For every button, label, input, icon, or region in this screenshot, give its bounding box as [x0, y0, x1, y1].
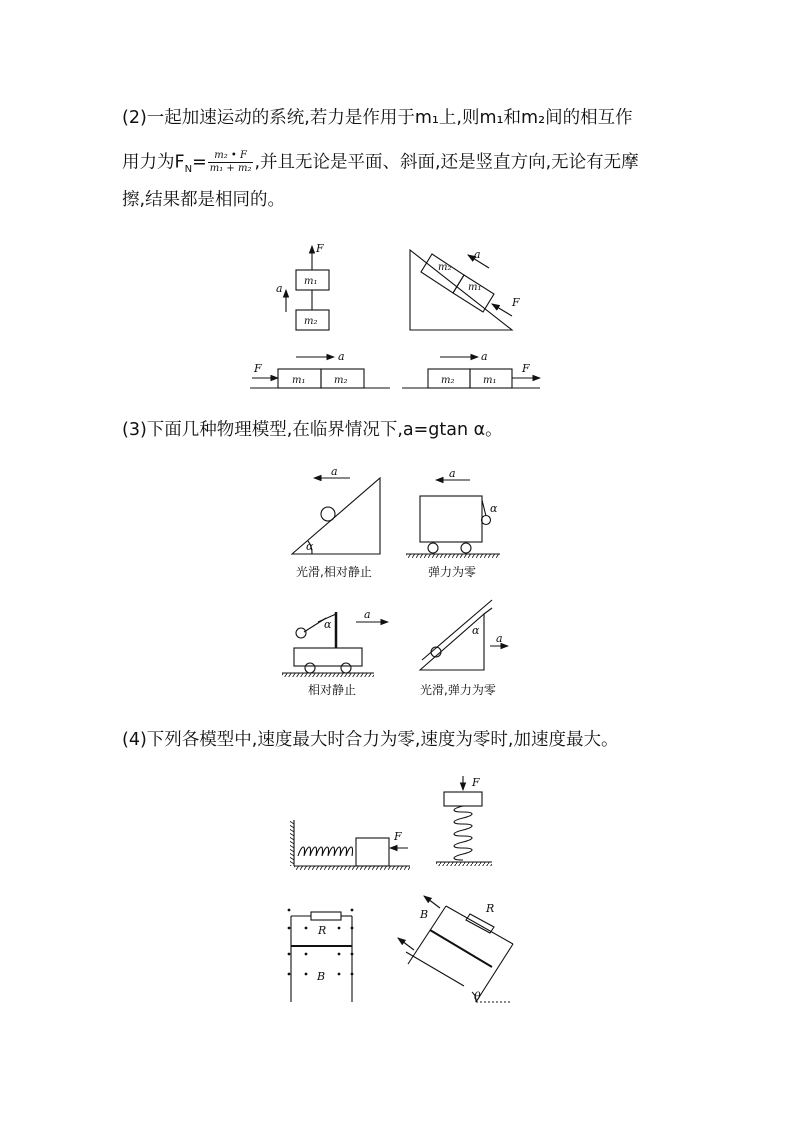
label-a-crane: a: [364, 608, 371, 621]
label-F-horiz-left: F: [254, 362, 262, 375]
label-m2-vertical: m₂: [304, 316, 318, 327]
wall-spring-diagram: [290, 820, 410, 870]
label-R-rails: R: [318, 924, 327, 937]
label-theta: θ: [474, 990, 481, 1003]
fraction-denominator: m₁ + m₂: [209, 163, 252, 174]
cart-body: [420, 496, 482, 542]
label-m1-horiz-left: m₁: [292, 375, 306, 386]
section2-line1: (2)一起加速运动的系统,若力是作用于m₁上,则m₁和m₂间的相互作: [122, 108, 633, 128]
label-alpha-ball-incline: α: [306, 540, 314, 553]
label-m2-horiz-left: m₂: [334, 375, 348, 386]
block-m1-incline: [453, 275, 494, 312]
label-F-vertical-spring: F: [472, 776, 480, 789]
label-alpha-crane: α: [324, 618, 332, 631]
magnetic-field-dots: [288, 909, 354, 976]
label-B-rails: B: [317, 970, 326, 983]
label-a-vertical: a: [276, 282, 283, 295]
label-F-wall-spring: F: [394, 830, 402, 843]
label-a-wedge: a: [496, 632, 503, 645]
caption-smooth-relative-rest: 光滑,相对静止: [296, 565, 372, 579]
resistor-R-tilted: [466, 914, 494, 933]
label-m1-vertical: m₁: [304, 276, 318, 287]
caption-relative-rest: 相对静止: [308, 683, 357, 697]
section2-line2-sub: N: [184, 164, 193, 175]
fraction-numerator: m₂ • F: [208, 150, 254, 163]
label-m2-incline: m₂: [438, 262, 452, 273]
label-R-tilted: R: [486, 902, 495, 915]
label-alpha-wedge: α: [472, 624, 480, 637]
section2-line3: 擦,结果都是相同的。: [122, 190, 286, 210]
incline-blocks-diagram: [410, 250, 512, 330]
label-B-tilted: B: [420, 908, 429, 921]
label-a-horiz-right: a: [481, 350, 488, 363]
section3-text: (3)下面几种物理模型,在临界情况下,a=gtan α。: [122, 420, 503, 440]
label-m1-incline: m₁: [468, 282, 482, 293]
incline-triangle: [410, 250, 512, 330]
vertical-spring-diagram: [436, 776, 492, 866]
ball: [321, 507, 335, 521]
label-F-vertical: F: [316, 242, 324, 255]
label-F-incline: F: [512, 296, 520, 309]
cart-ball-diagram: [406, 480, 500, 558]
resistor-R-rails: [311, 912, 341, 920]
label-a-ball-incline: a: [331, 465, 338, 478]
crane-cart-diagram: [282, 612, 388, 677]
caption-smooth-zero-elastic: 光滑,弹力为零: [420, 683, 496, 697]
section2-line2-prefix: 用力为F: [122, 152, 185, 173]
vertical-spring-block: [444, 792, 482, 806]
label-F-horiz-right: F: [522, 362, 530, 375]
caption-zero-elastic: 弹力为零: [428, 565, 477, 579]
label-a-cart: a: [449, 467, 456, 480]
label-m2-horiz-right: m₂: [441, 375, 455, 386]
label-alpha-cart: α: [490, 502, 498, 515]
horizontal-blocks-left: [250, 357, 390, 388]
label-a-incline: a: [474, 248, 481, 261]
section2-line2-suffix: ,并且无论是平面、斜面,还是竖直方向,无论有无摩: [254, 152, 639, 173]
section2-eq: =: [192, 152, 207, 173]
crane-cart-body: [294, 648, 362, 666]
wedge-ball-diagram: [420, 600, 508, 670]
label-a-horiz-left: a: [338, 350, 345, 363]
label-m1-horiz-right: m₁: [483, 375, 497, 386]
horizontal-blocks-right: [402, 357, 540, 388]
tilted-rails-diagram: [398, 896, 513, 1002]
section4-text: (4)下列各模型中,速度最大时合力为零,速度为零时,加速度最大。: [122, 730, 619, 750]
spring-block: [356, 838, 389, 866]
